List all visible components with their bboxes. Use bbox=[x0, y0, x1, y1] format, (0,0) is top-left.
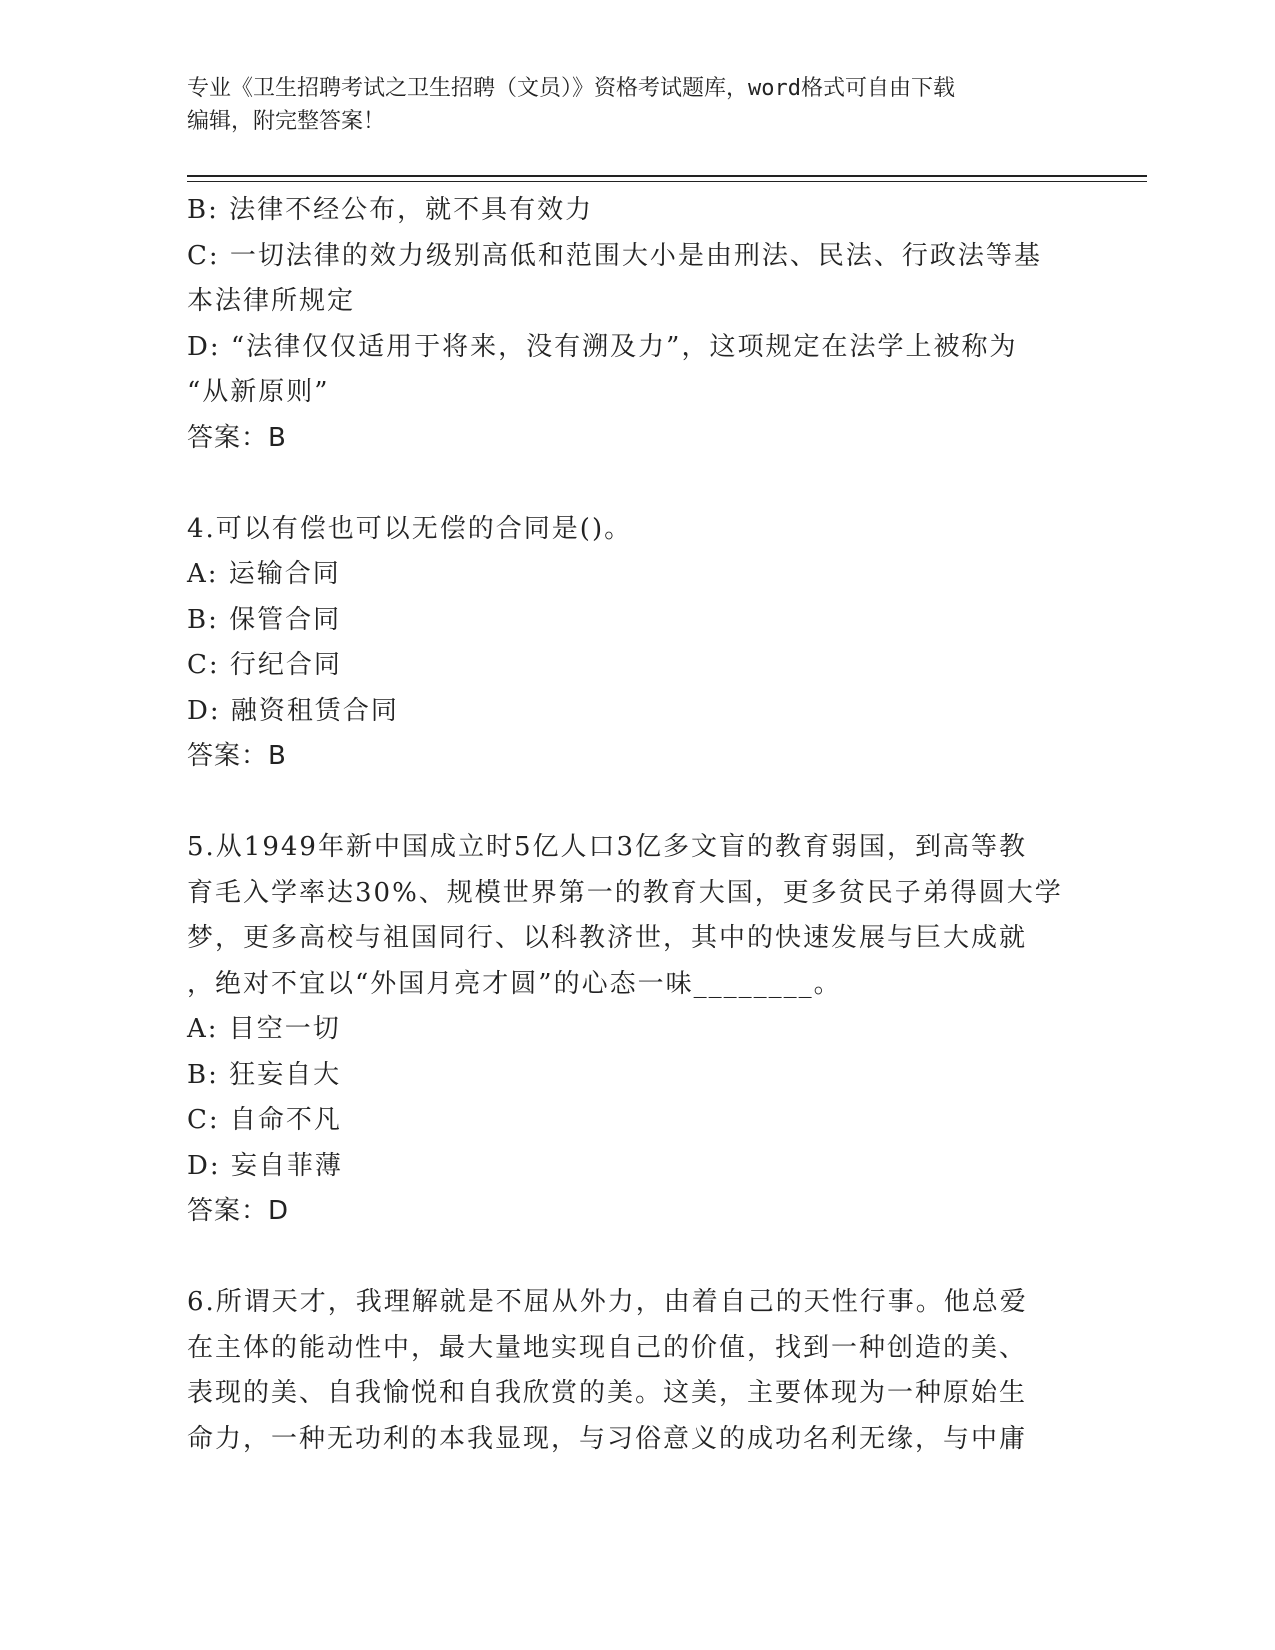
q5-stem-line-3: 梦，更多高校与祖国同行、以科教济世，其中的快速发展与巨大成就 bbox=[187, 923, 1028, 953]
q4-option-c: C: 行纪合同 bbox=[187, 650, 342, 680]
q3-option-d-line-1: D: “法律仅仅适用于将来，没有溯及力”，这项规定在法学上被称为 bbox=[187, 331, 1018, 362]
spacer bbox=[187, 1235, 1087, 1281]
question-3-block bbox=[187, 188, 1087, 461]
q5-answer: 答案：D bbox=[187, 1196, 290, 1226]
q4-option-b: B: 保管合同 bbox=[187, 604, 342, 635]
header-line-1: 专业《卫生招聘考试之卫生招聘（文员）》资格考试题库，word格式可自由下载 bbox=[187, 76, 955, 101]
spacer bbox=[187, 780, 1087, 826]
question-6-block bbox=[187, 1280, 1087, 1462]
q3-option-b: B: 法律不经公布，就不具有效力 bbox=[187, 195, 594, 225]
q4-option-a: A: 运输合同 bbox=[187, 559, 341, 589]
q3-answer: 答案：B bbox=[187, 422, 287, 453]
question-content bbox=[187, 188, 1087, 1462]
q4-answer: 答案：B bbox=[187, 741, 287, 771]
question-4-block bbox=[187, 507, 1087, 780]
header-rule-thick bbox=[187, 175, 1147, 177]
q5-option-c: C: 自命不凡 bbox=[187, 1105, 342, 1135]
q3-option-d-line-2: “从新原则” bbox=[187, 377, 330, 407]
q5-stem-line-1: 5.从1949年新中国成立时5亿人口3亿多文盲的教育弱国，到高等教 bbox=[187, 832, 1028, 862]
q6-stem-line-1: 6.所谓天才，我理解就是不屈从外力，由着自己的天性行事。他总爱 bbox=[187, 1287, 1028, 1317]
q5-option-b: B: 狂妄自大 bbox=[187, 1059, 342, 1090]
question-5-block bbox=[187, 825, 1087, 1235]
header-line-2: 编辑，附完整答案！ bbox=[187, 109, 386, 134]
q5-stem-line-2: 育毛入学率达30%、规模世界第一的教育大国，更多贫民子弟得圆大学 bbox=[187, 877, 1063, 908]
q5-option-a: A: 目空一切 bbox=[187, 1014, 341, 1044]
q4-stem: 4.可以有偿也可以无偿的合同是()。 bbox=[187, 513, 633, 544]
header-rule-thin bbox=[187, 181, 1147, 182]
spacer bbox=[187, 461, 1087, 507]
q4-option-d: D: 融资租赁合同 bbox=[187, 695, 399, 726]
page-header bbox=[187, 72, 1067, 138]
q6-stem-line-3: 表现的美、自我愉悦和自我欣赏的美。这美，主要体现为一种原始生 bbox=[187, 1378, 1028, 1408]
q6-stem-line-4: 命力，一种无功利的本我显现，与习俗意义的成功名利无缘，与中庸 bbox=[187, 1423, 1028, 1454]
q3-option-c-line-2: 本法律所规定 bbox=[187, 286, 356, 316]
q5-option-d: D: 妄自菲薄 bbox=[187, 1150, 343, 1181]
q5-stem-line-4: ，绝对不宜以“外国月亮才圆”的心态一味________。 bbox=[187, 968, 842, 999]
q3-option-c-line-1: C: 一切法律的效力级别高低和范围大小是由刑法、民法、行政法等基 bbox=[187, 240, 1042, 271]
q6-stem-line-2: 在主体的能动性中，最大量地实现自己的价值，找到一种创造的美、 bbox=[187, 1332, 1028, 1363]
